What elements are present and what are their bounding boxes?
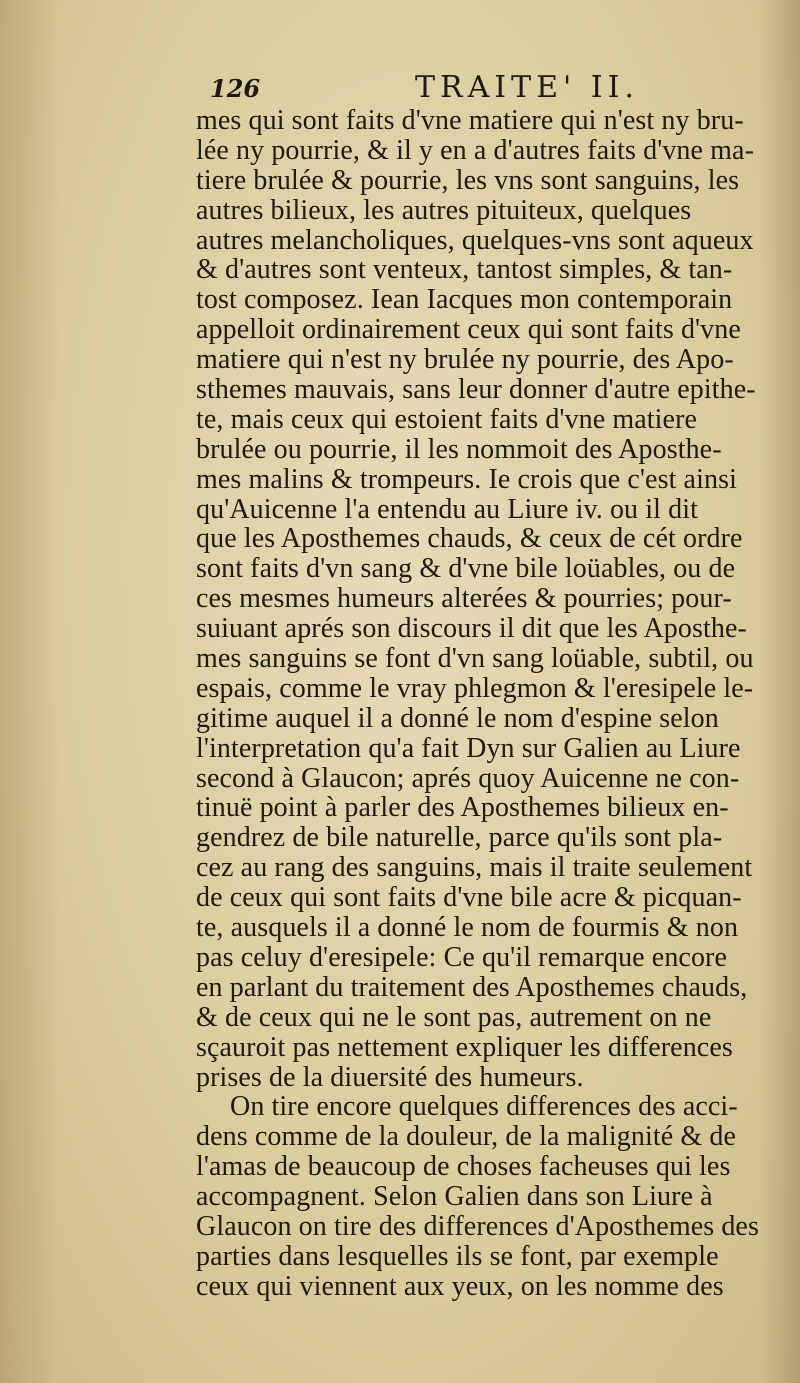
text-line: ces mesmes humeurs alterées & pourries; pour- [196,584,732,615]
text-line: mes sanguins se font d'vn sang loüable, subtil, ou [196,644,754,674]
text-line: matiere qui n'est ny brulée ny pourrie, des Apo- [196,345,734,376]
text-line: dens comme de la douleur, de la malignité & de [196,1122,736,1153]
page-number: 126 [210,74,261,103]
text-line: appelloit ordinairement ceux qui sont faits d'vne [196,315,741,346]
page-header [210,70,770,110]
text-line: & de ceux qui ne le sont pas, autrement on ne [196,1002,712,1033]
body-text [196,106,788,1302]
text-line: autres bilieux, les autres pituiteux, quelques [196,195,692,226]
text-line: mes malins & trompeurs. Ie crois que c'est ainsi [196,464,737,495]
text-line: te, mais ceux qui estoient faits d'vne matiere [196,404,698,435]
text-line: sont faits d'vn sang & d'vne bile loüables, ou de [196,554,736,585]
text-line: pas celuy d'eresipele: Ce qu'il remarque encore [196,942,727,973]
text-line: & d'autres sont venteux, tantost simples, & tan- [196,255,733,286]
text-line: tost composez. Iean Iacques mon contemporain [196,285,733,316]
text-line: autres melancholiques, quelques-vns sont aqueux [196,225,754,256]
paragraph-start-line: On tire encore quelques differences des acci- [230,1092,738,1123]
text-line: te, ausquels il a donné le nom de fourmis & non [196,913,739,943]
text-line: cez au rang des sanguins, mais il traite seulement [196,853,753,884]
text-line: second à Glaucon; aprés quoy Auicenne ne con- [196,763,740,794]
text-line: prises de la diuersité des humeurs. [196,1062,584,1093]
text-line: accompagnent. Selon Galien dans son Liure à [196,1182,713,1212]
running-title: TRAITE' II. [415,70,640,105]
text-line: gendrez de bile naturelle, parce qu'ils sont pla- [196,823,723,854]
text-line: de ceux qui sont faits d'vne bile acre & picquan- [196,883,742,914]
text-line: qu'Auicenne l'a entendu au Liure iv. ou il dit [196,494,698,525]
text-line: l'amas de beaucoup de choses facheuses qui les [196,1152,731,1183]
text-line: Glaucon on tire des differences d'Aposthemes des [196,1211,759,1242]
text-line: ceux qui viennent aux yeux, on les nomme des [196,1271,724,1302]
text-line: tinuë point à parler des Aposthemes bilieux en- [196,793,729,824]
text-line: tiere brulée & pourrie, les vns sont sanguins, les [196,165,740,196]
text-line: l'interpretation qu'a fait Dyn sur Galien au Liure [196,733,741,764]
text-line: brulée ou pourrie, il les nommoit des Aposthe- [196,434,722,465]
page-edge-shadow-left [0,0,60,1383]
text-line: sçauroit pas nettement expliquer les differences [196,1032,733,1063]
text-line: en parlant du traitement des Aposthemes chauds, [196,972,748,1003]
text-line: espais, comme le vray phlegmon & l'eresipele le- [196,673,754,704]
text-line: que les Aposthemes chauds, & ceux de cét ordre [196,524,743,555]
text-line: gitime auquel il a donné le nom d'espine selon [196,703,719,734]
text-line: parties dans lesquelles ils se font, par exemple [196,1241,719,1272]
text-line: sthemes mauvais, sans leur donner d'autre epithe- [196,375,756,405]
text-line: lée ny pourrie, & il y en a d'autres faits d'vne ma- [196,135,754,166]
text-line: suiuant aprés son discours il dit que les Aposthe- [196,614,747,645]
text-line: mes qui sont faits d'vne matiere qui n'est ny bru- [196,106,744,136]
